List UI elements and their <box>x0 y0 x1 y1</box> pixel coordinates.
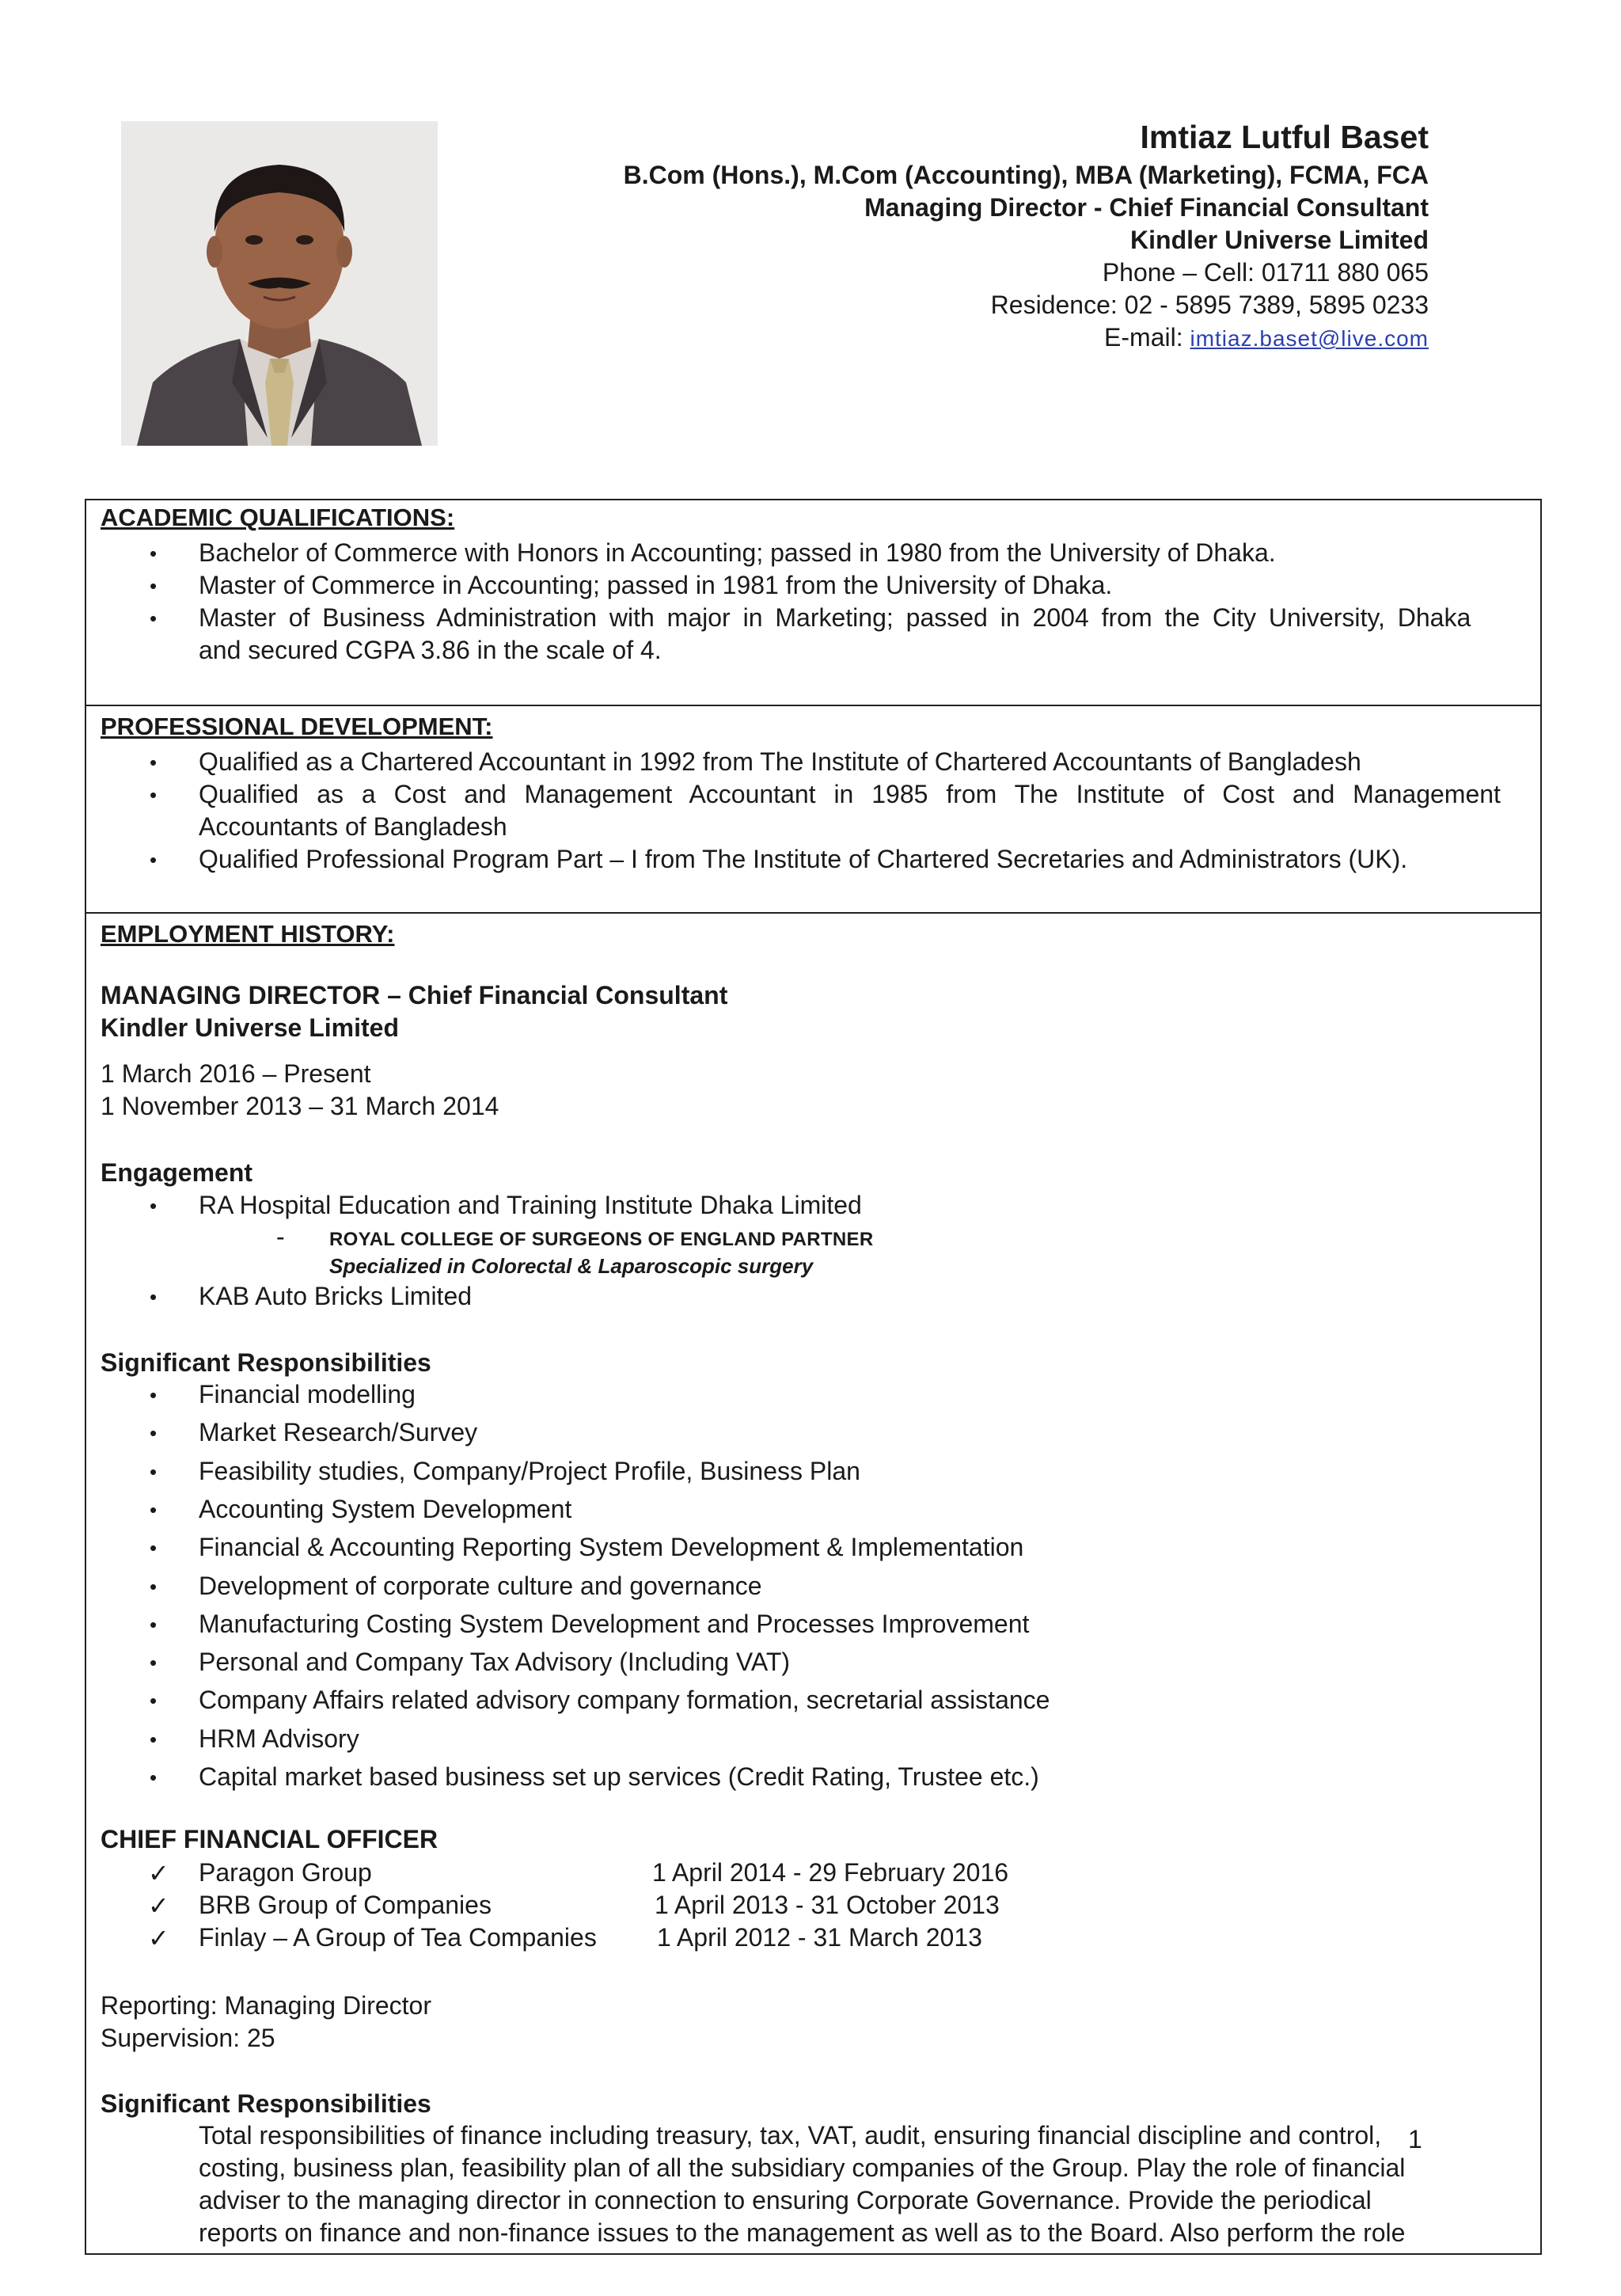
bullet-icon: • <box>150 606 158 630</box>
cfo-dates: 1 April 2012 - 31 March 2013 <box>657 1923 982 1952</box>
academic-item-cont: and secured CGPA 3.86 in the scale of 4. <box>199 636 662 664</box>
dash: - <box>276 1222 285 1251</box>
bullet-icon: • <box>150 1651 158 1675</box>
checkmark-icon: ✓ <box>148 1859 169 1887</box>
responsibility-item: Company Affairs related advisory company formation, secretarial assistance <box>199 1686 1050 1715</box>
employment-heading: EMPLOYMENT HISTORY: <box>101 920 395 948</box>
academic-item: Bachelor of Commerce with Honors in Accounting; passed in 1980 from the University of Dhaka. <box>199 538 1276 567</box>
bullet-icon: • <box>150 1612 158 1636</box>
partner-text: ROYAL COLLEGE OF SURGEONS OF ENGLAND PARTNER <box>329 1229 874 1250</box>
email-label: E-mail: <box>1104 323 1183 352</box>
responsibility-item: Financial modelling <box>199 1380 416 1408</box>
cfo-dates: 1 April 2013 - 31 October 2013 <box>655 1891 1000 1919</box>
cfo-dates: 1 April 2014 - 29 February 2016 <box>652 1858 1009 1887</box>
professional-item: Qualified Professional Program Part – I from The Institute of Chartered Secretaries and Administrators (UK). <box>199 845 1408 873</box>
responsibilities-heading: Significant Responsibilities <box>101 1348 431 1377</box>
bullet-icon: • <box>150 542 158 565</box>
academic-item: Master of Business Administration with major in Marketing; passed in 2004 from the City University, Dhaka <box>199 603 1471 632</box>
responsibility-item: Accounting System Development <box>199 1494 572 1523</box>
content-frame <box>85 499 1542 2255</box>
bullet-icon: • <box>150 1727 158 1751</box>
professional-item-cont: Accountants of Bangladesh <box>199 812 507 841</box>
phone: Phone – Cell: 01711 880 065 <box>1102 258 1429 287</box>
role-dates: 1 March 2016 – Present <box>101 1059 371 1088</box>
responsibility-item: Manufacturing Costing System Development and Processes Improvement <box>199 1609 1030 1638</box>
academic-heading: ACADEMIC QUALIFICATIONS: <box>101 504 455 531</box>
reporting: Reporting: Managing Director <box>101 1991 431 2020</box>
divider <box>86 705 1540 706</box>
role-dates: 1 November 2013 – 31 March 2014 <box>101 1092 499 1120</box>
paragraph-line: Total responsibilities of finance including treasury, tax, VAT, audit, ensuring financial discipline and control, <box>199 2121 1382 2150</box>
professional-item: Qualified as a Chartered Accountant in 1992 from The Institute of Chartered Accountants of Bangladesh <box>199 747 1361 776</box>
checkmark-icon: ✓ <box>148 1924 169 1952</box>
bullet-icon: • <box>150 1383 158 1407</box>
cfo-company: BRB Group of Companies <box>199 1891 492 1919</box>
responsibility-item: Feasibility studies, Company/Project Profile, Business Plan <box>199 1456 860 1485</box>
cfo-company: Paragon Group <box>199 1858 372 1887</box>
responsibility-item: HRM Advisory <box>199 1724 359 1753</box>
bullet-icon: • <box>150 1766 158 1789</box>
bullet-icon: • <box>150 783 158 807</box>
role-company: Kindler Universe Limited <box>101 1013 399 1042</box>
responsibility-item: Personal and Company Tax Advisory (Including VAT) <box>199 1648 791 1677</box>
residence-phone: Residence: 02 - 5895 7389, 5895 0233 <box>990 291 1429 319</box>
candidate-name: Imtiaz Lutful Baset <box>1140 119 1429 155</box>
page-number: 1 <box>1408 2125 1422 2153</box>
engagement-heading: Engagement <box>101 1158 253 1187</box>
bullet-icon: • <box>150 751 158 774</box>
engagement-item: RA Hospital Education and Training Institute Dhaka Limited <box>199 1191 862 1219</box>
bullet-icon: • <box>150 574 158 598</box>
bullet-icon: • <box>150 1421 158 1446</box>
supervision: Supervision: 25 <box>101 2024 275 2052</box>
responsibilities-heading-2: Significant Responsibilities <box>101 2089 431 2118</box>
email-line <box>1104 323 1429 352</box>
engagement-item: KAB Auto Bricks Limited <box>199 1282 473 1310</box>
company-name: Kindler Universe Limited <box>1130 226 1429 254</box>
bullet-icon: • <box>150 1689 158 1713</box>
responsibility-item: Financial & Accounting Reporting System Development & Implementation <box>199 1533 1024 1562</box>
bullet-icon: • <box>150 1574 158 1598</box>
bullet-icon: • <box>150 1459 158 1484</box>
divider <box>86 912 1540 914</box>
professional-heading: PROFESSIONAL DEVELOPMENT: <box>101 713 493 740</box>
responsibility-item: Development of corporate culture and governance <box>199 1571 762 1600</box>
bullet-icon: • <box>150 1536 158 1560</box>
paragraph-line: adviser to the managing director in connection to ensuring Corporate Governance. Provide the periodical <box>199 2186 1372 2214</box>
paragraph-line: costing, business plan, feasibility plan of all the subsidiary companies of the Group. Play the role of financial <box>199 2153 1406 2182</box>
email-link[interactable]: imtiaz.baset@live.com <box>1190 326 1429 351</box>
job-title: Managing Director - Chief Financial Consultant <box>864 193 1429 222</box>
professional-item: Qualified as a Cost and Management Accountant in 1985 from The Institute of Cost and Management <box>199 780 1501 808</box>
academic-item: Master of Commerce in Accounting; passed in 1981 from the University of Dhaka. <box>199 571 1113 599</box>
role-title: MANAGING DIRECTOR – Chief Financial Consultant <box>101 981 728 1009</box>
paragraph-line: reports on finance and non-finance issues to the management as well as to the Board. Also perform the role <box>199 2218 1406 2247</box>
responsibility-item: Market Research/Survey <box>199 1418 478 1447</box>
profile-photo <box>121 121 438 446</box>
responsibility-item: Capital market based business set up services (Credit Rating, Trustee etc.) <box>199 1762 1039 1791</box>
cfo-heading: CHIEF FINANCIAL OFFICER <box>101 1825 438 1853</box>
bullet-icon: • <box>150 1194 158 1218</box>
bullet-icon: • <box>150 1497 158 1522</box>
bullet-icon: • <box>150 848 158 872</box>
partner-note: Specialized in Colorectal & Laparoscopic surgery <box>329 1254 814 1278</box>
bullet-icon: • <box>150 1285 158 1309</box>
checkmark-icon: ✓ <box>148 1891 169 1920</box>
degrees: B.Com (Hons.), M.Com (Accounting), MBA (Marketing), FCMA, FCA <box>623 161 1429 189</box>
cfo-company: Finlay – A Group of Tea Companies <box>199 1923 597 1952</box>
